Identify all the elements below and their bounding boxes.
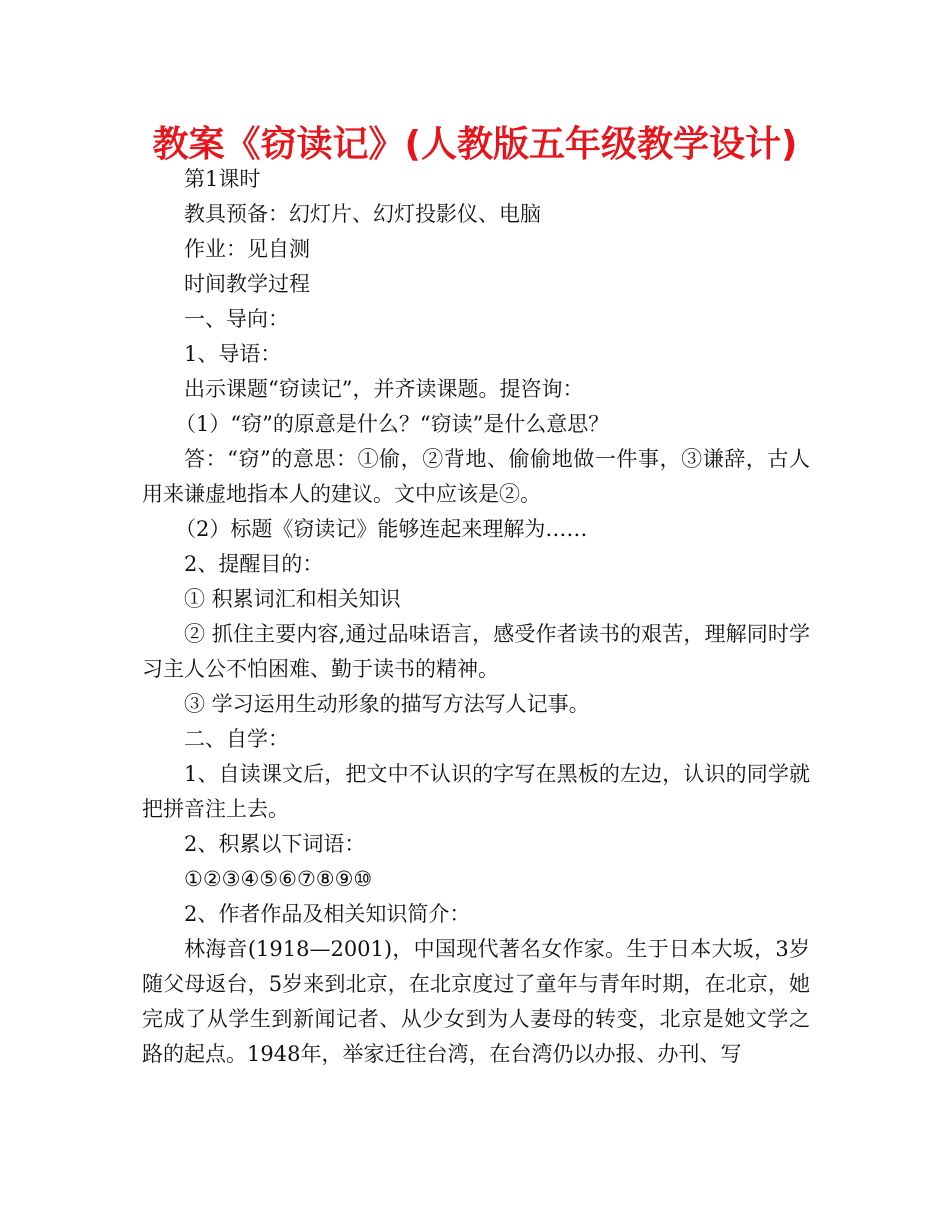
paragraph-question-2: （2）标题《窃读记》能够连起来理解为…… (175, 517, 588, 541)
paragraph-vocabulary-list: ①②③④⑤⑥⑦⑧⑨⑩ (184, 867, 373, 891)
paragraph-author-heading: 2、作者作品及相关知识简介： (184, 902, 471, 926)
document-title: 教案《窃读记》(人教版五年级教学设计) (152, 124, 798, 165)
section-heading-guide: 一、导向： (184, 307, 289, 331)
paragraph-self-read: 1、自读课文后，把文中不认识的字写在黑板的左边，认识的同学就把拼音注上去。 (142, 762, 810, 821)
paragraph-show-title: 出示课题“窃读记”，并齐读课题。提咨询： (184, 377, 584, 401)
paragraph-author-bio: 林海音(1918—2001)，中国现代著名女作家。生于日本大坂，3岁随父母返台，5岁来到北京，在北京度过了童年与青年时期，在北京，她完成了从学生到新闻记者、从少女到为人妻母的转变，北京是她文学之路的起点。1948年，举家迁往台湾，在台湾仍以办报、办刊、写 (142, 937, 810, 1066)
paragraph-goal-1: ① 积累词汇和相关知识 (184, 587, 401, 611)
paragraph-time-process: 时间教学过程 (184, 272, 310, 296)
paragraph-vocabulary-heading: 2、积累以下词语： (184, 832, 366, 856)
paragraph-intro-heading: 1、导语： (184, 342, 282, 366)
paragraph-teaching-aids: 教具预备：幻灯片、幻灯投影仪、电脑 (184, 202, 541, 226)
paragraph-lesson: 第1课时 (184, 167, 261, 191)
paragraph-homework: 作业：见自测 (184, 237, 310, 261)
paragraph-goal-2: ② 抓住主要内容,通过品味语言，感受作者读书的艰苦，理解同时学习主人公不怕困难、勤于读书的精神。 (142, 622, 810, 681)
paragraph-goal-3: ③ 学习运用生动形象的描写方法写人记事。 (184, 692, 590, 716)
section-heading-self-study: 二、自学： (184, 727, 289, 751)
paragraph-answer-1: 答：“窃”的意思：①偷，②背地、偷偷地做一件事，③谦辞，古人用来谦虚地指本人的建议。文中应该是②。 (142, 447, 810, 506)
paragraph-question-1: （1）“窃”的原意是什么？“窃读”是什么意思？ (175, 412, 610, 436)
paragraph-goals-heading: 2、提醒目的： (184, 552, 324, 576)
document-body (142, 162, 810, 1072)
